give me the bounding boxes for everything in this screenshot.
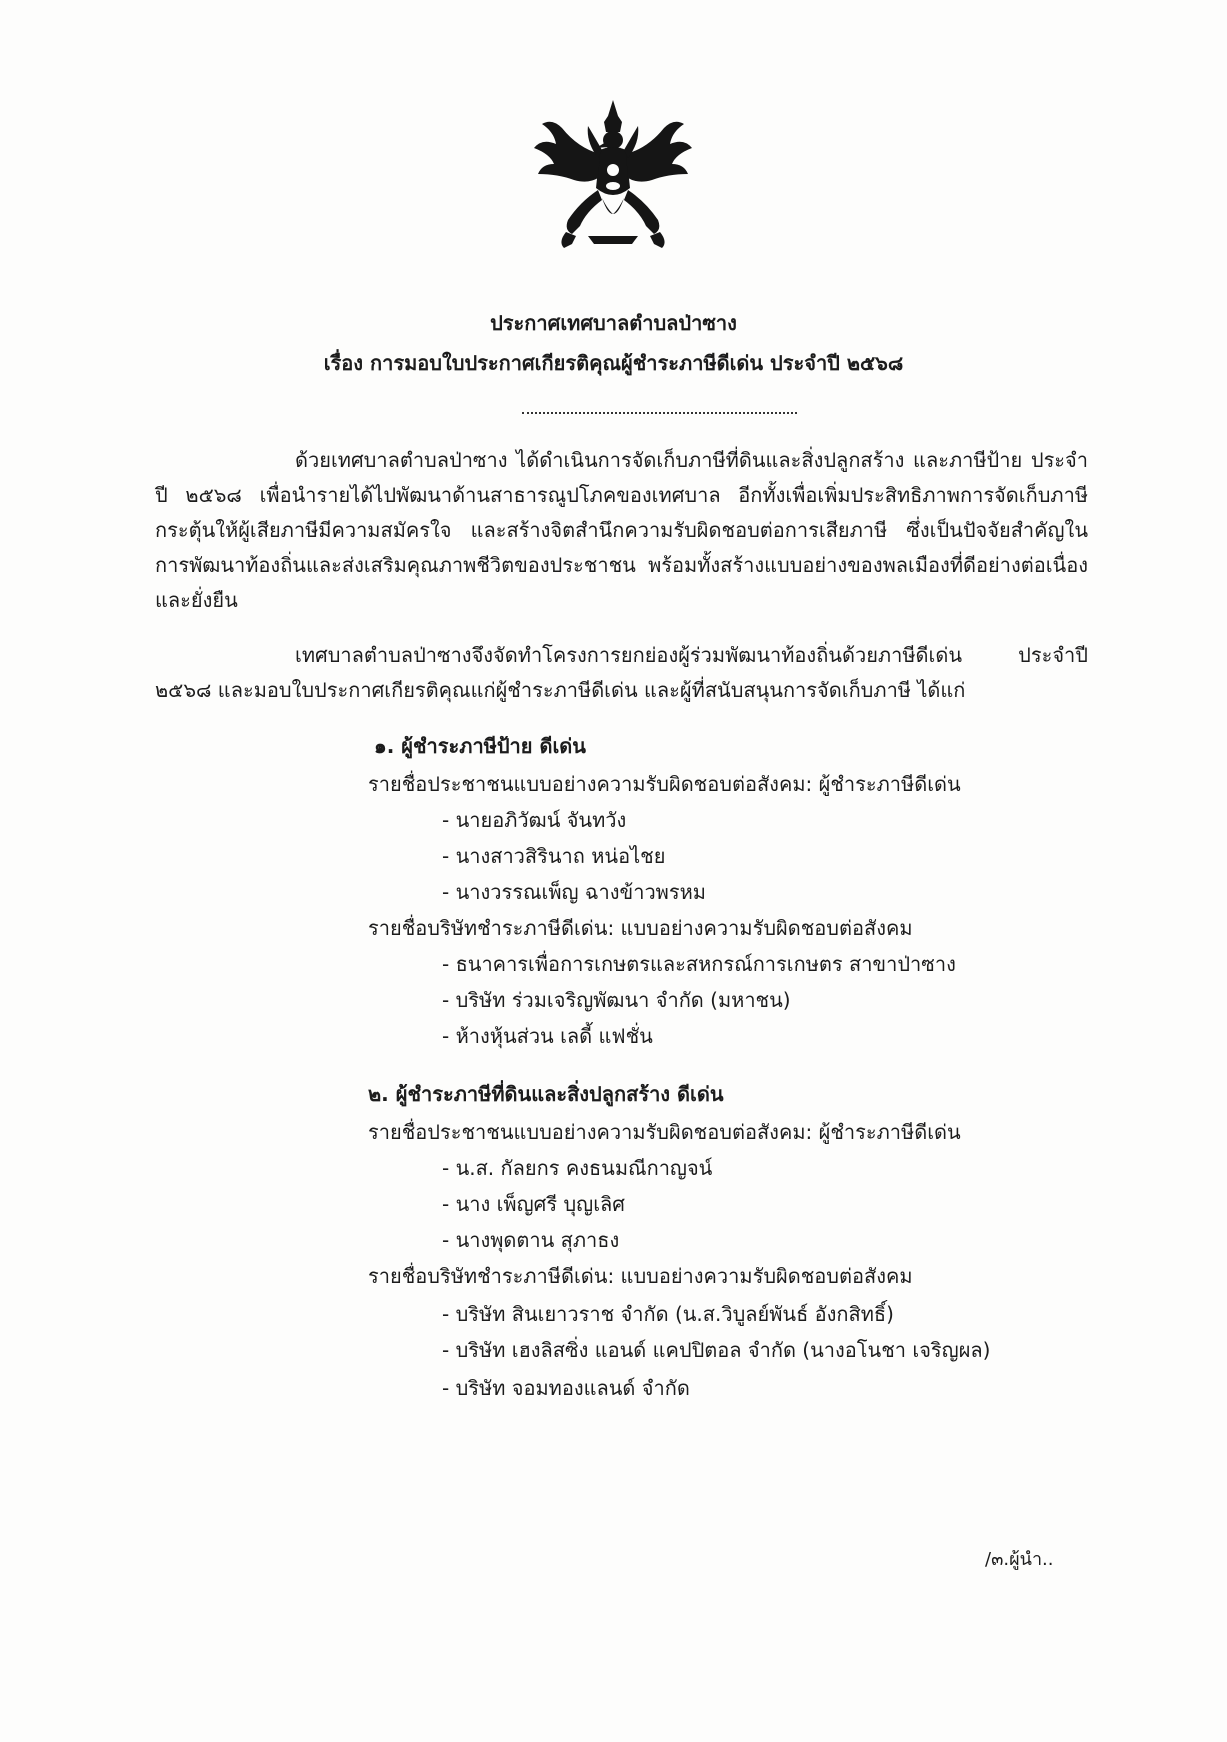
dotted-divider bbox=[522, 412, 797, 414]
announcement-title: ประกาศเทศบาลตำบลป่าซาง bbox=[490, 311, 737, 335]
list-item: - บริษัท จอมทองแลนด์ จำกัด bbox=[442, 1376, 690, 1400]
section-heading: ๑. ผู้ชำระภาษีป้าย ดีเด่น bbox=[374, 734, 586, 758]
list-item: - บริษัท สินเยาวราช จำกัด (น.ส.วิบูลย์พันธ์ อังกสิทธิ์) bbox=[442, 1302, 894, 1326]
list-item: - นายอภิวัฒน์ จันทวัง bbox=[442, 808, 627, 832]
intro-paragraph: ด้วยเทศบาลตำบลป่าซาง ได้ดำเนินการจัดเก็บภาษีที่ดินและสิ่งปลูกสร้าง และภาษีป้าย ประจำปี ๒๕๖๘ เพื่อนำรายได้ไปพัฒนาด้านสาธารณูปโภคของเทศบาล อีกทั้งเพื่อเพิ่มประสิทธิภาพการจัดเก็บภาษี กระตุ้นให้ผู้เสียภาษีมีความสมัครใจ และสร้างจิตสำนึกความรับผิดชอบต่อการเสียภาษี ซึ่งเป็นปัจจัยสำคัญในการพัฒนาท้องถิ่นและส่งเสริมคุณภาพชีวิตของประชาชน พร้อมทั้งสร้างแบบอย่างของพลเมืองที่ดีอย่างต่อเนื่องและยั่งยืน bbox=[155, 448, 1088, 612]
list-item: - ธนาคารเพื่อการเกษตรและสหกรณ์การเกษตร สาขาป่าซาง bbox=[442, 952, 956, 976]
list-item: - บริษัท ร่วมเจริญพัฒนา จำกัด (มหาชน) bbox=[442, 988, 791, 1012]
people-list-label: รายชื่อประชาชนแบบอย่างความรับผิดชอบต่อสังคม: ผู้ชำระภาษีดีเด่น bbox=[368, 772, 961, 796]
list-item: - นางวรรณเพ็ญ ฉางข้าวพรหม bbox=[442, 880, 706, 904]
list-item: - นางพุดตาน สุภาธง bbox=[442, 1228, 620, 1252]
section-heading: ๒. ผู้ชำระภาษีที่ดินและสิ่งปลูกสร้าง ดีเด่น bbox=[368, 1082, 724, 1106]
list-item: - น.ส. กัลยกร คงธนมณีกาญจน์ bbox=[442, 1156, 713, 1180]
list-item: - บริษัท เฮงลิสซิ่ง แอนด์ แคปปิตอล จำกัด (นางอโนชา เจริญผล) bbox=[442, 1338, 991, 1362]
list-item: - นาง เพ็ญศรี บุญเลิศ bbox=[442, 1192, 625, 1216]
list-item: - นางสาวสิรินาถ หน่อไชย bbox=[442, 844, 666, 868]
company-list-label: รายชื่อบริษัทชำระภาษีดีเด่น: แบบอย่างความรับผิดชอบต่อสังคม bbox=[368, 1264, 913, 1288]
people-list-label: รายชื่อประชาชนแบบอย่างความรับผิดชอบต่อสังคม: ผู้ชำระภาษีดีเด่น bbox=[368, 1120, 961, 1144]
garuda-emblem-icon bbox=[528, 98, 698, 256]
company-list-label: รายชื่อบริษัทชำระภาษีดีเด่น: แบบอย่างความรับผิดชอบต่อสังคม bbox=[368, 916, 913, 940]
list-item: - ห้างหุ้นส่วน เลดี้ แฟชั่น bbox=[442, 1024, 653, 1048]
page-continuation: /๓.ผู้นำ.. bbox=[985, 1549, 1054, 1570]
project-paragraph: เทศบาลตำบลป่าซางจึงจัดทำโครงการยกย่องผู้ร่วมพัฒนาท้องถิ่นด้วยภาษีดีเด่น ประจำปี ๒๕๖๘ และมอบใบประกาศเกียรติคุณแก่ผู้ชำระภาษีดีเด่น และผู้ที่สนับสนุนการจัดเก็บภาษี ได้แก่ bbox=[155, 643, 1088, 702]
announcement-subject: เรื่อง การมอบใบประกาศเกียรติคุณผู้ชำระภาษีดีเด่น ประจำปี ๒๕๖๘ bbox=[323, 351, 904, 375]
